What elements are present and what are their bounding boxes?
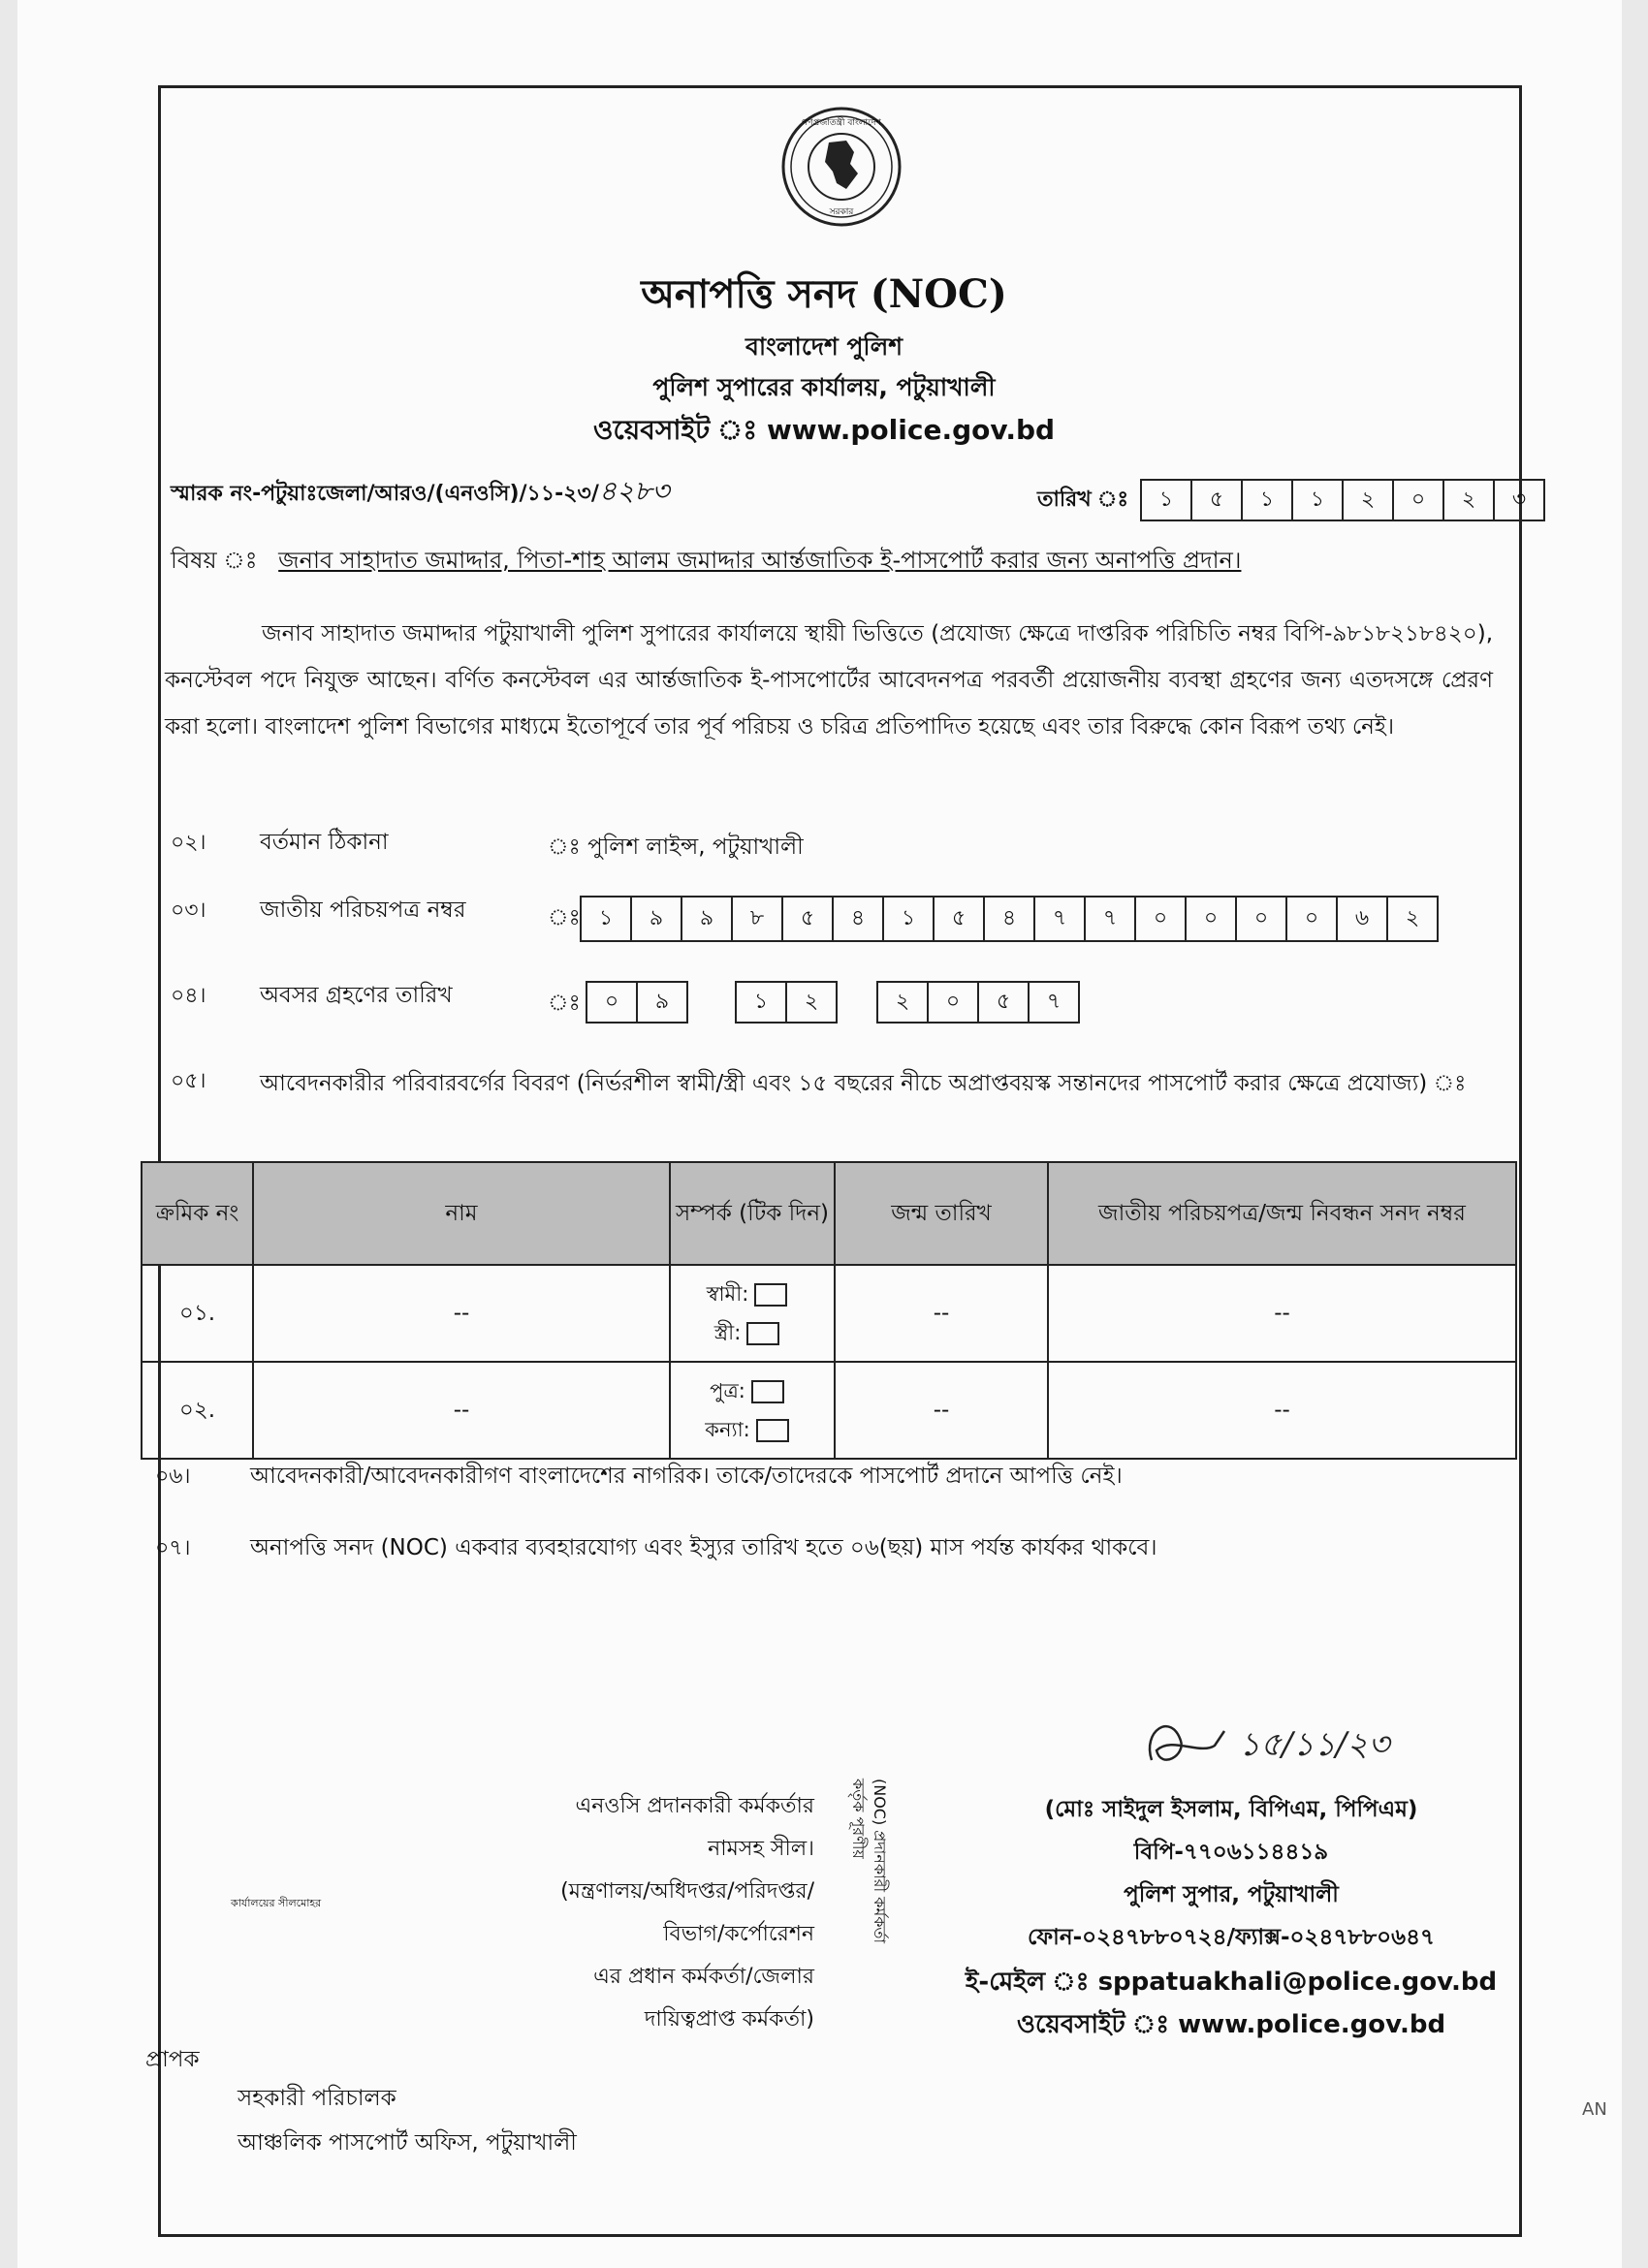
nid-digit: ৪ bbox=[983, 896, 1035, 942]
date-digit: ১ bbox=[1140, 479, 1192, 521]
officer-name: (মোঃ সাইদুল ইসলাম, বিপিএম, পিপিএম) bbox=[1044, 1797, 1418, 1822]
subject-text: জনাব সাহাদাত জমাদ্দার, পিতা-শাহ আলম জমাদ্দার আর্ন্তজাতিক ই-পাসপোর্ট করার জন্য অনাপত্তি প্রদান। bbox=[278, 547, 1242, 574]
row-id-number: -- bbox=[1048, 1265, 1516, 1362]
relation-label: স্বামী: bbox=[706, 1282, 749, 1306]
address-label: বর্তমান ঠিকানা bbox=[260, 830, 389, 855]
office-seal-label: কার্যালয়ের সীলমোহর bbox=[231, 1897, 322, 1909]
date-digit: ২ bbox=[1442, 479, 1495, 521]
recipient-line1: সহকারী পরিচালক bbox=[238, 2086, 396, 2111]
issuer-line: নামসহ সীল। bbox=[708, 1837, 814, 1861]
recipient-line2: আঞ্চলিক পাসপোর্ট অফিস, পটুয়াখালী bbox=[238, 2130, 577, 2156]
issuer-line: দায়িত্বপ্রাপ্ত কর্মকর্তা) bbox=[644, 2007, 814, 2032]
nid-digit: ০ bbox=[1185, 896, 1237, 942]
subject-label: বিষয় ঃ bbox=[171, 547, 258, 574]
relation-label: কন্যা: bbox=[705, 1418, 750, 1441]
issuer-line: এনওসি প্রদানকারী কর্মকর্তার bbox=[575, 1794, 814, 1818]
header-website: ওয়েবসাইট ঃ www.police.gov.bd bbox=[592, 414, 1056, 446]
date-boxes bbox=[1142, 479, 1545, 521]
nid-digit: ৫ bbox=[781, 896, 834, 942]
retire-colon: ঃ bbox=[548, 991, 581, 1016]
seal-top-text: গণপ্রজাতন্ত্রী বাংলাদেশ bbox=[802, 118, 881, 128]
item-06-number: ০৬। bbox=[155, 1465, 191, 1489]
retire-month-digit: ২ bbox=[785, 981, 838, 1024]
address-value: ঃ পুলিশ লাইন্স, পটুয়াখালী bbox=[548, 835, 804, 860]
row-dob: -- bbox=[835, 1362, 1048, 1459]
issuer-line: বিভাগ/কর্পোরেশন bbox=[663, 1922, 814, 1946]
family-description: আবেদনকারীর পরিবারবর্গের বিবরণ (নির্ভরশীল স্বামী/স্ত্রী এবং ১৫ বছরের নীচে অপ্রাপ্তবয়স্ক সন্তানদের পাসপোর্ট করার ক্ষেত্রে প্রযোজ্য) ঃ bbox=[260, 1071, 1467, 1096]
nid-digit: ৯ bbox=[681, 896, 733, 942]
retire-day-boxes bbox=[587, 981, 688, 1024]
relation-checkbox[interactable] bbox=[746, 1322, 779, 1345]
nid-digit: ১ bbox=[882, 896, 935, 942]
relation-label: স্ত্রী: bbox=[713, 1321, 742, 1344]
citizen-statement: আবেদনকারী/আবেদনকারীগণ বাংলাদেশের নাগরিক। তাকে/তাদেরকে পাসপোর্ট প্রদানে আপত্তি নেই। bbox=[250, 1464, 1123, 1489]
date-digit: ০ bbox=[1392, 479, 1444, 521]
family-table bbox=[141, 1161, 1517, 1460]
memo-label: স্মারক নং-পটুয়াঃজেলা/আরও/(এনওসি)/১১-২৩/ bbox=[171, 482, 599, 506]
retire-day-digit: ৯ bbox=[636, 981, 688, 1024]
government-seal bbox=[778, 104, 904, 230]
signature-date: ১৫/১১/২৩ bbox=[1239, 1725, 1390, 1764]
relation-checkbox[interactable] bbox=[754, 1283, 787, 1307]
handwritten-signature bbox=[1132, 1702, 1462, 1793]
recipient-label: প্রাপক bbox=[145, 2047, 200, 2072]
memo-handwritten-number: ৪২৮৩ bbox=[598, 475, 670, 507]
row-relation bbox=[670, 1265, 835, 1362]
header-id-number: জাতীয় পরিচয়পত্র/জন্ম নিবন্ধন সনদ নম্বর bbox=[1048, 1162, 1516, 1265]
issuer-line: (মন্ত্রণালয়/অধিদপ্তর/পরিদপ্তর/ bbox=[560, 1879, 814, 1904]
row-serial: ০১. bbox=[142, 1265, 253, 1362]
document-title: অনাপত্তি সনদ (NOC) bbox=[641, 271, 1007, 317]
header-relation: সম্পর্ক (টিক দিন) bbox=[670, 1162, 835, 1265]
row-id-number: -- bbox=[1048, 1362, 1516, 1459]
retire-month-digit: ১ bbox=[735, 981, 787, 1024]
issuer-line: এর প্রধান কর্মকর্তা/জেলার bbox=[593, 1965, 814, 1989]
date-digit: ৫ bbox=[1190, 479, 1243, 521]
nid-digit: ৪ bbox=[832, 896, 884, 942]
nid-digit: ৫ bbox=[933, 896, 985, 942]
item-05-number: ০৫। bbox=[171, 1069, 206, 1093]
date-digit: ১ bbox=[1241, 479, 1293, 521]
retire-year-digit: ২ bbox=[876, 981, 929, 1024]
retire-year-digit: ৭ bbox=[1028, 981, 1080, 1024]
memo-number bbox=[171, 470, 670, 516]
officer-designation: পুলিশ সুপার, পটুয়াখালী bbox=[1124, 1882, 1339, 1907]
table-row bbox=[142, 1362, 1516, 1459]
nid-label: জাতীয় পরিচয়পত্র নম্বর bbox=[260, 898, 466, 923]
table-header-row bbox=[142, 1162, 1516, 1265]
relation-checkbox[interactable] bbox=[751, 1380, 784, 1403]
retire-label: অবসর গ্রহণের তারিখ bbox=[260, 983, 453, 1008]
nid-digit: ৮ bbox=[731, 896, 783, 942]
row-relation bbox=[670, 1362, 835, 1459]
nid-digit: ০ bbox=[1285, 896, 1338, 942]
margin-text: AN bbox=[1582, 2099, 1607, 2120]
item-02-number: ০২। bbox=[171, 831, 206, 855]
row-name: -- bbox=[253, 1362, 670, 1459]
row-serial: ০২. bbox=[142, 1362, 253, 1459]
row-name: -- bbox=[253, 1265, 670, 1362]
officer-phone: ফোন-০২৪৭৮৮০৭২৪/ফ্যাক্স-০২৪৭৮৮০৬৪৭ bbox=[1028, 1925, 1435, 1950]
nid-boxes bbox=[582, 896, 1439, 942]
retire-year-digit: ৫ bbox=[977, 981, 1030, 1024]
rotated-note bbox=[847, 1779, 890, 1943]
date-digit: ১ bbox=[1291, 479, 1344, 521]
nid-digit: ৯ bbox=[630, 896, 682, 942]
nid-colon: ঃ bbox=[548, 905, 581, 930]
nid-digit: ০ bbox=[1235, 896, 1287, 942]
retire-month-boxes bbox=[737, 981, 838, 1024]
table-row bbox=[142, 1265, 1516, 1362]
officer-website: ওয়েবসাইট ঃ www.police.gov.bd bbox=[1016, 2010, 1446, 2039]
validity-statement: অনাপত্তি সনদ (NOC) একবার ব্যবহারযোগ্য এবং ইস্যুর তারিখ হতে ০৬(ছয়) মাস পর্যন্ত কার্যকর থাকবে। bbox=[250, 1535, 1157, 1560]
nid-digit: ২ bbox=[1386, 896, 1439, 942]
nid-digit: ৭ bbox=[1033, 896, 1086, 942]
body-paragraph: জনাব সাহাদাত জমাদ্দার পটুয়াখালী পুলিশ সুপারের কার্যালয়ে স্থায়ী ভিত্তিতে (প্রযোজ্য ক্ষেত্রে দাপ্তরিক পরিচিতি নম্বর বিপি-৯৮১৮২১৮৪২০), কনস্টেবল পদে নিযুক্ত আছেন। বর্ণিত কনস্টেবল এর আর্ন্তজাতিক ই-পাসপোর্টের আবেদনপত্র পরবর্তী প্রয়োজনীয় ব্যবস্থা গ্রহণের জন্য এতদসঙ্গে প্রেরণ করা হলো। বাংলাদেশ পুলিশ বিভাগের মাধ্যমে ইতোপূর্বে তার পূর্ব পরিচয় ও চরিত্র প্রতিপাদিত হয়েছে এবং তার বিরুদ্ধে কোন বিরূপ তথ্য নেই। bbox=[165, 621, 1493, 740]
seal-bottom-text: সরকার bbox=[829, 207, 854, 217]
item-07-number: ০৭। bbox=[155, 1536, 191, 1560]
rotated-note-line: কর্তৃক পূরণীয় bbox=[849, 1779, 868, 1859]
date-digit: ৩ bbox=[1493, 479, 1545, 521]
item-04-number: ০৪। bbox=[171, 984, 206, 1008]
rotated-note-line: (NOC) প্রদানকারী কর্মকর্তা bbox=[871, 1779, 889, 1944]
relation-checkbox[interactable] bbox=[756, 1419, 789, 1442]
nid-digit: ০ bbox=[1134, 896, 1187, 942]
header-dob: জন্ম তারিখ bbox=[835, 1162, 1048, 1265]
header-name: নাম bbox=[253, 1162, 670, 1265]
retire-day-digit: ০ bbox=[586, 981, 638, 1024]
retire-year-digit: ০ bbox=[927, 981, 979, 1024]
row-dob: -- bbox=[835, 1265, 1048, 1362]
nid-digit: ৭ bbox=[1084, 896, 1136, 942]
subject-line bbox=[171, 543, 1241, 582]
date-label: তারিখ ঃ bbox=[1037, 488, 1129, 512]
header-office: পুলিশ সুপারের কার্যালয়, পটুয়াখালী bbox=[652, 373, 996, 401]
item-03-number: ০৩। bbox=[171, 898, 206, 923]
officer-bp: বিপি-৭৭০৬১১৪৪১৯ bbox=[1133, 1840, 1329, 1865]
header-serial: ক্রমিক নং bbox=[142, 1162, 253, 1265]
officer-email: ই-মেইল ঃ sppatuakhali@police.gov.bd bbox=[965, 1968, 1498, 1997]
date-digit: ২ bbox=[1342, 479, 1394, 521]
nid-digit: ৬ bbox=[1336, 896, 1388, 942]
relation-label: পুত্র: bbox=[710, 1379, 745, 1402]
nid-digit: ১ bbox=[580, 896, 632, 942]
header-organization: বাংলাদেশ পুলিশ bbox=[745, 332, 903, 361]
retire-year-boxes bbox=[878, 981, 1080, 1024]
